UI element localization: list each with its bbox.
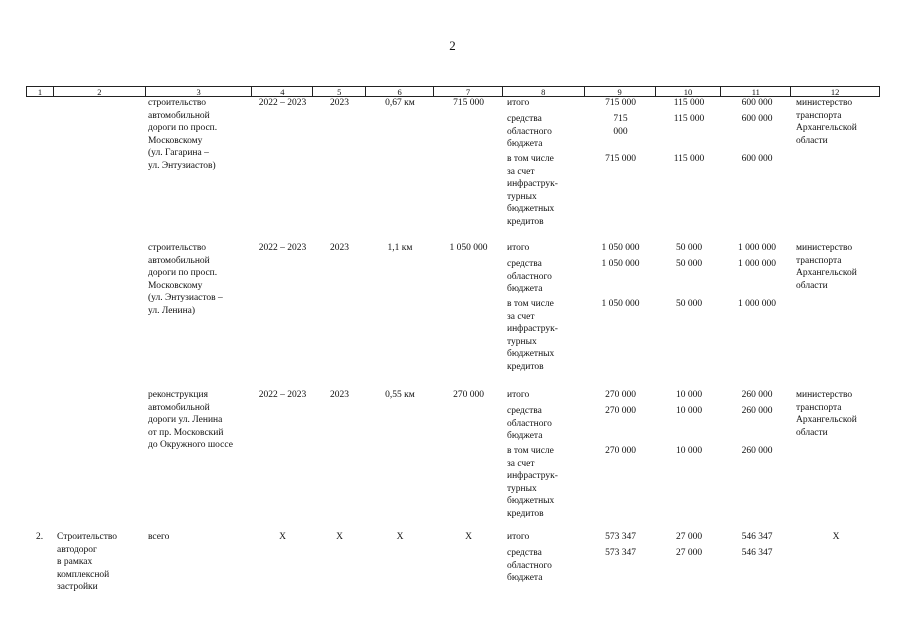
estimated-cost: 270 000 — [453, 390, 484, 400]
funding-source-label: турных — [507, 336, 537, 347]
value-2022: 10 000 — [675, 446, 703, 456]
responsible: Х — [832, 532, 840, 542]
object-name: дороги по просп. — [148, 123, 218, 134]
capacity: 1,1 км — [387, 243, 413, 253]
column-header-10: 10 — [656, 87, 722, 96]
value-2022: 115 000 — [673, 98, 705, 108]
funding-source-label: итого — [507, 98, 530, 108]
program-name: Строительство — [57, 532, 118, 542]
responsible: транспорта — [796, 255, 842, 266]
funding-source-label: бюджета — [507, 573, 543, 584]
estimated-cost: 1 050 000 — [449, 243, 488, 253]
estimated-cost: 715 000 — [453, 98, 484, 108]
funding-source-label: областного — [507, 560, 552, 571]
funding-source-label: средства — [507, 406, 542, 416]
responsible: области — [796, 280, 828, 291]
value-total: 573 347 — [605, 532, 636, 542]
object-name: строительство — [148, 98, 207, 108]
value-total: 1 050 000 — [601, 259, 640, 269]
value-2022: 115 000 — [673, 114, 705, 124]
object-name: строительство — [148, 243, 207, 253]
object-name: (ул. Гагарина – — [148, 148, 209, 159]
value-2023: 260 000 — [741, 406, 773, 416]
column-header-11: 11 — [721, 87, 791, 96]
value-2023: 260 000 — [741, 446, 773, 456]
object-name: дороги по просп. — [148, 268, 218, 279]
funding-source-label: кредитов — [507, 362, 544, 372]
object-name: реконструкция — [148, 390, 208, 400]
value-total: 270 000 — [605, 406, 636, 416]
value-2022: 27 000 — [675, 548, 703, 558]
responsible: Архангельской — [796, 268, 857, 279]
column-header-3: 3 — [146, 87, 253, 96]
responsible: Архангельской — [796, 415, 857, 426]
funding-source-label: средства — [507, 114, 542, 124]
column-header-12: 12 — [830, 87, 840, 97]
period: 2022 – 2023 — [258, 98, 307, 108]
funding-source-label: в том числе — [507, 154, 554, 164]
object-name: автомобильной — [148, 402, 210, 413]
funding-source-label: турных — [507, 483, 537, 494]
value-2023: 600 000 — [741, 154, 773, 164]
capacity: 0,67 км — [385, 98, 415, 108]
value-2022: 27 000 — [675, 532, 703, 542]
funding-source-label: за счет — [507, 458, 535, 469]
page-number: 2 — [449, 38, 456, 53]
responsible: Архангельской — [796, 123, 857, 134]
funding-source-label: итого — [507, 243, 530, 253]
funding-source-label: инфраструк- — [507, 324, 558, 335]
value-total: 270 000 — [605, 390, 636, 400]
funding-source-label: бюджетных — [507, 204, 555, 215]
column-header-8: 8 — [503, 87, 585, 96]
funding-source-label: инфраструк- — [507, 179, 558, 190]
value-2023: 1 000 000 — [738, 299, 776, 309]
object-name: автомобильной — [148, 255, 210, 266]
column-header-1: 1 — [27, 87, 54, 96]
value-total: 715 000 — [605, 154, 636, 164]
value-total: 573 347 — [605, 548, 636, 558]
program-name: застройки — [57, 582, 98, 593]
object-name: ул. Ленина) — [148, 306, 196, 316]
funding-source-label: средства — [507, 548, 542, 558]
completion-year: 2023 — [330, 243, 349, 253]
column-header-9: 9 — [585, 87, 656, 96]
value-2023: 546 347 — [741, 532, 773, 542]
responsible: министерство — [796, 390, 853, 400]
funding-source-label: кредитов — [507, 509, 544, 519]
object-name: автомобильной — [148, 110, 210, 121]
value-2022: 10 000 — [675, 390, 703, 400]
column-header-6: 6 — [366, 87, 434, 96]
row-number: 2. — [36, 532, 44, 542]
funding-source-label: бюджета — [507, 139, 543, 150]
value-2023: 546 347 — [741, 548, 773, 558]
object-name: дороги ул. Ленина — [148, 415, 223, 426]
funding-source-label: инфраструк- — [507, 471, 558, 482]
responsible: области — [796, 135, 828, 146]
responsible: министерство — [796, 243, 853, 253]
funding-source-label: областного — [507, 271, 552, 282]
funding-source-label: в том числе — [507, 299, 554, 309]
object-name: (ул. Энтузиастов – — [148, 293, 223, 304]
column-header-4: 4 — [252, 87, 313, 96]
value-2022: 10 000 — [675, 406, 703, 416]
value-total: 000 — [613, 126, 628, 137]
value-2023: 600 000 — [741, 98, 773, 108]
funding-source-label: турных — [507, 191, 537, 202]
funding-source-label: бюджетных — [507, 496, 555, 507]
funding-source-label: итого — [507, 532, 530, 542]
program-name: комплексной — [57, 569, 110, 580]
completion-year: Х — [336, 532, 343, 542]
program-name: автодорог — [57, 544, 97, 555]
responsible: транспорта — [796, 110, 842, 121]
value-2022: 50 000 — [675, 243, 703, 253]
value-2022: 50 000 — [675, 259, 703, 269]
responsible: области — [796, 427, 828, 438]
value-2023: 1 000 000 — [738, 243, 776, 253]
funding-source-label: за счет — [507, 166, 535, 177]
capacity: 0,55 км — [385, 390, 415, 400]
column-header-5: 5 — [313, 87, 366, 96]
object-name: Московскому — [148, 135, 203, 146]
funding-source-label: бюджета — [507, 431, 543, 442]
funding-source-label: кредитов — [507, 217, 544, 227]
funding-source-label: бюджетных — [507, 349, 555, 360]
funding-source-label: областного — [507, 126, 552, 137]
funding-source-label: за счет — [507, 311, 535, 322]
value-2022: 50 000 — [675, 299, 703, 309]
funding-source-label: в том числе — [507, 446, 554, 456]
completion-year: 2023 — [330, 98, 349, 108]
column-header-7: 7 — [434, 87, 503, 96]
program-name: в рамках — [57, 557, 93, 568]
value-total: 715 000 — [605, 98, 636, 108]
funding-source-label: средства — [507, 259, 542, 269]
completion-year: 2023 — [330, 390, 349, 400]
value-total: 1 050 000 — [601, 243, 640, 253]
value-total: 270 000 — [605, 446, 636, 456]
column-header-2: 2 — [54, 87, 146, 96]
value-2023: 260 000 — [741, 390, 773, 400]
responsible: транспорта — [796, 402, 842, 413]
estimated-cost: Х — [465, 532, 472, 542]
value-total: 1 050 000 — [601, 299, 640, 309]
funding-source-label: итого — [507, 390, 530, 400]
table-header-row — [26, 86, 880, 97]
responsible: министерство — [796, 98, 853, 108]
period: 2022 – 2023 — [258, 390, 307, 400]
object-name: ул. Энтузиастов) — [148, 161, 216, 171]
funding-source-label: областного — [507, 418, 552, 429]
funding-source-label: бюджета — [507, 284, 543, 295]
period: 2022 – 2023 — [258, 243, 307, 253]
object-name: Московскому — [148, 280, 203, 291]
object-name: до Окружного шоссе — [148, 440, 233, 451]
capacity: Х — [396, 532, 404, 542]
value-2022: 115 000 — [673, 154, 705, 164]
period: Х — [279, 532, 286, 542]
value-2023: 1 000 000 — [738, 259, 776, 269]
object-name: от пр. Московский — [148, 427, 224, 438]
value-2023: 600 000 — [741, 114, 773, 124]
value-total: 715 — [613, 114, 628, 124]
object-name: всего — [148, 532, 170, 542]
